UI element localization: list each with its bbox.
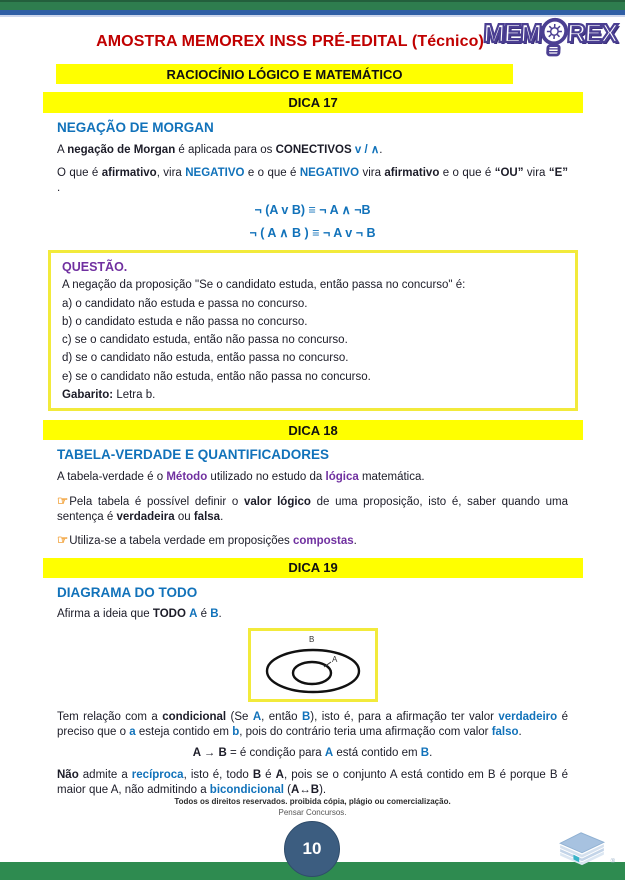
registered-mark: ® xyxy=(610,859,615,866)
question-intro: A negação da proposição "Se o candidato estuda, então passa no concurso" é: xyxy=(62,279,466,292)
lightbulb-icon xyxy=(536,16,570,62)
heading-negacao-de-morgan: NEGAÇÃO DE MORGAN xyxy=(57,119,214,135)
memorex-logo-text-left: MEM xyxy=(482,18,542,48)
section-bar-dica19: DICA 19 xyxy=(43,558,583,578)
section-bar-dica17: DICA 17 xyxy=(43,92,583,112)
venn-label-a: A xyxy=(331,655,337,665)
heading-tabela-verdade: TABELA-VERDADE E QUANTIFICADORES xyxy=(57,447,330,463)
paragraph: Afirma a ideia que TODO A é B. xyxy=(57,607,222,620)
memorex-logo xyxy=(482,16,619,62)
question-option-d: d) se o candidato não estuda, então passa no concurso. xyxy=(62,352,349,365)
paragraph: A tabela-verdade é o Método utilizado no estudo da lógica matemática. xyxy=(57,471,425,484)
books-icon xyxy=(554,829,610,867)
logic-formula-2: ¬ ( A ∧ B ) ≡ ¬ A v ¬ B xyxy=(249,225,376,240)
paragraph: Tem relação com a condicional (Se A, então B), isto é, para a afirmação ter valor verdadeiro é preciso que o a esteja contido em b, pois do contrário teria uma afirmação com valor falso. xyxy=(57,711,568,739)
question-option-b: b) o candidato estuda e não passa no concurso. xyxy=(62,315,308,328)
copyright-text: Todos os direitos reservados. proibida cópia, plágio ou comercialização. xyxy=(174,797,451,806)
page-number: 10 xyxy=(302,838,322,858)
hand-pointer-icon: ☞ xyxy=(57,533,69,548)
logic-formula-1: ¬ (A v B) ≡ ¬ A ∧ ¬B xyxy=(254,203,371,218)
memorex-logo-text-right: REX xyxy=(566,18,619,48)
pensar-concursos-logo xyxy=(554,829,615,867)
heading-diagrama-do-todo: DIAGRAMA DO TODO xyxy=(57,584,198,600)
paragraph: O que é afirmativo, vira NEGATIVO e o que é NEGATIVO vira afirmativo e o que é “OU” vira “E” . xyxy=(57,166,568,195)
question-option-a: a) o candidato não estuda e passa no concurso. xyxy=(62,297,308,310)
paragraph: ☞Pela tabela é possível definir o valor lógico de uma proposição, isto é, saber quando uma sentença é verdadeira ou falsa. xyxy=(57,493,568,523)
hand-pointer-icon: ☞ xyxy=(57,493,69,508)
paragraph: ☞Utiliza-se a tabela verdade em proposições compostas. xyxy=(57,533,357,548)
question-label: QUESTÃO. xyxy=(62,259,128,274)
question-option-c: c) se o candidato estuda, então não passa no concurso. xyxy=(62,334,348,347)
section-bar-subject: RACIOCÍNIO LÓGICO E MATEMÁTICO xyxy=(56,64,513,84)
venn-diagram xyxy=(251,631,375,699)
page-number-badge xyxy=(284,821,340,877)
condition-formula: A → B = é condição para A está contido em B. xyxy=(192,746,433,759)
paragraph: A negação de Morgan é aplicada para os CONECTIVOS v / ∧. xyxy=(57,143,383,156)
question-option-e: e) se o candidato não estuda, então não passa no concurso. xyxy=(62,370,371,383)
venn-diagram-box xyxy=(248,628,378,702)
question-box xyxy=(48,250,578,412)
top-green-bar xyxy=(0,2,625,10)
section-bar-dica18: DICA 18 xyxy=(43,420,583,440)
venn-label-b: B xyxy=(308,635,314,645)
paragraph: Não admite a recíproca, isto é, todo B é A, pois se o conjunto A está contido em B é porque B é maior que A, não admitindo a bicondicional (A↔B). xyxy=(57,768,568,797)
brand-text: Pensar Concursos. xyxy=(278,808,347,817)
page-title: AMOSTRA MEMOREX INSS PRÉ-EDITAL (Técnico) xyxy=(96,33,484,50)
question-answer: Gabarito: Letra b. xyxy=(62,388,156,401)
